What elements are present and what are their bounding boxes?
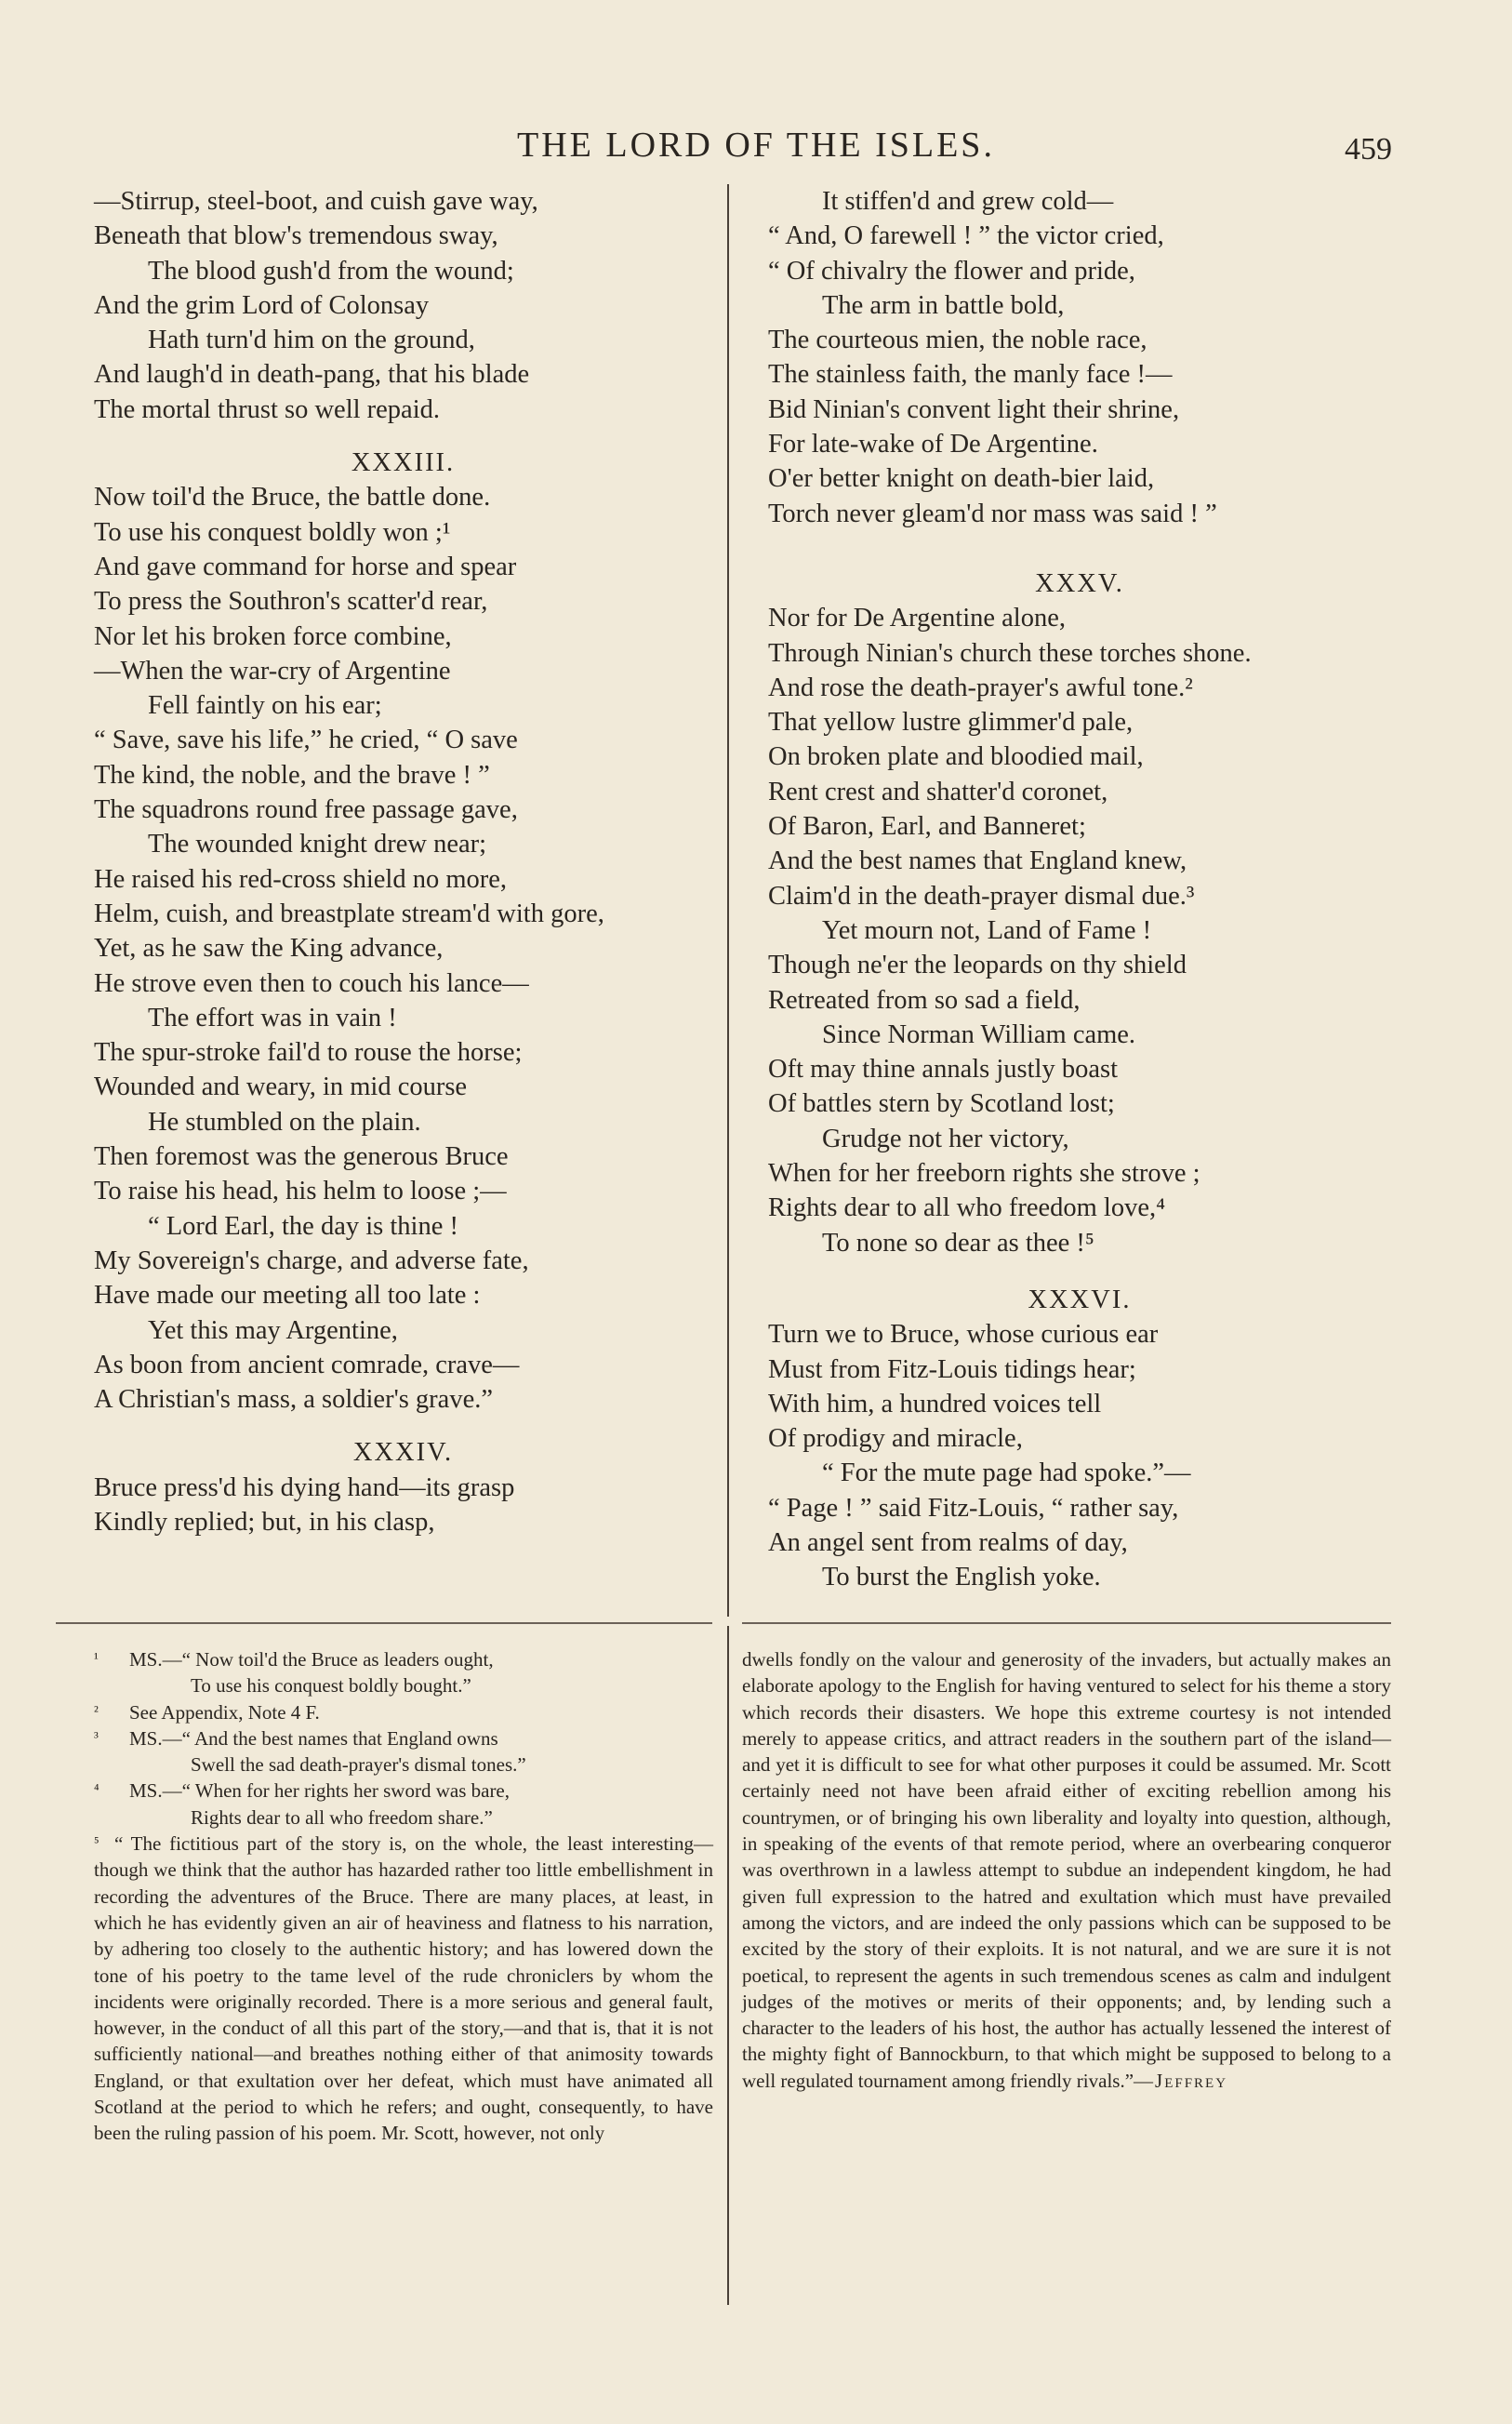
verse-line: The spur-stroke fail'd to rouse the horse; [94, 1038, 523, 1068]
footnote-3 [94, 1725, 713, 1751]
verse-line: Since Norman William came. [822, 1019, 1136, 1049]
verse-line: And rose the death-prayer's awful tone.² [768, 673, 1193, 702]
verse-line: And the grim Lord of Colonsay [94, 290, 430, 320]
verse-line: The effort was in vain ! [148, 1003, 397, 1032]
verse-line: Yet this may Argentine, [148, 1315, 398, 1345]
verse-line: And laugh'd in death-pang, that his blade [94, 360, 530, 390]
verse-line: The squadrons round free passage gave, [94, 795, 518, 825]
verse-line: The kind, the noble, and the brave ! ” [94, 760, 490, 790]
verse-line: Beneath that blow's tremendous sway, [94, 221, 498, 251]
verse-line: The arm in battle bold, [822, 290, 1065, 320]
stanza-heading-33: XXXIII. [351, 448, 456, 478]
verse-line: Yet, as he saw the King advance, [94, 934, 444, 964]
verse-line: Through Ninian's church these torches shone. [768, 638, 1252, 668]
footnote-5-continued [742, 1646, 1391, 2094]
footnotes-left [94, 1646, 713, 2147]
verse-line: The stainless faith, the manly face !— [768, 360, 1173, 390]
footnote-text: dwells fondly on the valour and generosity of the invaders, but actually makes an elaborate apology to the English for having ventured to select for his theme a story which records their disasters. We hope this extreme courtesy is not intended merely to appease critics, and attract readers in the southern part of the island—and yet it is difficult to see for what other purposes it could be assumed. Mr. Scott certainly need not have been afraid either of exciting rebellion among his countrymen, or of bringing his own liberality and loyalty into question, although, in speaking of the events of that remote period, where an overbearing conqueror was overthrown in a lawless attempt to subdue an independent kingdom, he had given full expression to the hatred and exultation which must have prevailed among the victors, and are indeed the only passions which can be supposed to be excited by the story of their exploits. It is not natural, and we are sure it is not poetical, to represent the agents in such tremendous scenes as calm and indulgent judges of the motives or merits of their opponents; and, by lending such a character to the leaders of his host, the author has actually lessened the interest of the mighty fight of Bannockburn, to that which might be supposed to belong to a well regulated tournament among friendly rivals.” [742, 1648, 1391, 2092]
right-column [768, 184, 1391, 1595]
footnote-4-cont: Rights dear to all who freedom share.” [191, 1805, 493, 1829]
footnote-divider-rule [727, 1626, 729, 2305]
footnote-separator-left [56, 1622, 712, 1624]
verse-line: Must from Fitz-Louis tidings hear; [768, 1354, 1136, 1384]
verse-line: The blood gush'd from the wound; [148, 256, 514, 286]
footnote-1-cont: To use his conquest boldly bought.” [191, 1674, 471, 1698]
stanza-33 [94, 480, 712, 1417]
verse-line: Torch never gleam'd nor mass was said ! ” [768, 499, 1217, 528]
verse-line: Have made our meeting all too late : [94, 1281, 481, 1311]
verse-line: “ And, O farewell ! ” the victor cried, [768, 221, 1164, 251]
verse-line: That yellow lustre glimmer'd pale, [768, 708, 1134, 738]
verse-line: The wounded knight drew near; [148, 830, 487, 859]
verse-line: Fell faintly on his ear; [148, 691, 382, 721]
verse-line: To press the Southron's scatter'd rear, [94, 587, 488, 617]
verse-line: Turn we to Bruce, whose curious ear [768, 1320, 1159, 1350]
verse-line: A Christian's mass, a soldier's grave.” [94, 1385, 493, 1415]
verse-line: He raised his red-cross shield no more, [94, 864, 508, 894]
footnote-4 [94, 1778, 713, 1804]
verse-line: Kindly replied; but, in his clasp, [94, 1507, 435, 1537]
stanza-heading-36: XXXVI. [1028, 1285, 1132, 1314]
verse-line: O'er better knight on death-bier laid, [768, 464, 1155, 494]
verse-line: Of Baron, Earl, and Banneret; [768, 812, 1086, 842]
verse-line: Claim'd in the death-prayer dismal due.³ [768, 881, 1195, 911]
verse-line: And the best names that England knew, [768, 846, 1187, 876]
verse-line: To none so dear as thee !⁵ [822, 1228, 1094, 1258]
footnote-5 [94, 1831, 713, 2147]
verse-line: Oft may thine annals justly boast [768, 1055, 1118, 1085]
opening-lines-right [768, 184, 1391, 531]
stanza-heading-34: XXXIV. [352, 1438, 454, 1468]
verse-line: The courteous mien, the noble race, [768, 326, 1147, 355]
stanza-36 [768, 1317, 1391, 1594]
verse-line: To use his conquest boldly won ;¹ [94, 517, 451, 547]
stanza-35 [768, 601, 1391, 1260]
stanza-34 [94, 1471, 712, 1540]
verse-line: Retreated from so sad a field, [768, 985, 1081, 1015]
verse-line: Rent crest and shatter'd coronet, [768, 777, 1108, 806]
page-number: 459 [1345, 132, 1392, 166]
verse-line: “ Save, save his life,” he cried, “ O save [94, 726, 518, 755]
verse-line: Then foremost was the generous Bruce [94, 1142, 509, 1172]
verse-line: Though ne'er the leopards on thy shield [768, 951, 1187, 980]
verse-line: Nor let his broken force combine, [94, 621, 452, 651]
verse-line: Yet mourn not, Land of Fame ! [822, 915, 1152, 945]
verse-line: Of prodigy and miracle, [768, 1424, 1023, 1454]
verse-line: And gave command for horse and spear [94, 552, 517, 581]
footnote-1 [94, 1646, 713, 1672]
footnote-text: MS.—“ Now toil'd the Bruce as leaders ought, [129, 1648, 494, 1671]
verse-line: To raise his head, his helm to loose ;— [94, 1177, 507, 1206]
footnote-2 [94, 1699, 713, 1725]
opening-lines-left [94, 184, 712, 427]
verse-line: When for her freeborn rights she strove ; [768, 1159, 1200, 1189]
verse-line: An angel sent from realms of day, [768, 1527, 1128, 1557]
footnote-3-cont: Swell the sad death-prayer's dismal tones.” [191, 1753, 526, 1777]
footnote-text: MS.—“ And the best names that England owns [129, 1726, 498, 1750]
verse-line: Rights dear to all who freedom love,⁴ [768, 1193, 1166, 1223]
footnotes-right [742, 1646, 1391, 2094]
verse-line: Grudge not her victory, [822, 1124, 1069, 1153]
verse-line: —When the war-cry of Argentine [94, 656, 451, 686]
verse-line: He strove even then to couch his lance— [94, 968, 529, 998]
verse-line: Hath turn'd him on the ground, [148, 326, 475, 355]
footnote-separator-right [742, 1622, 1391, 1624]
footnote-attribution: —Jeffrey [1134, 2069, 1228, 2092]
stanza-heading-35: XXXV. [1035, 568, 1124, 598]
footnote-mark: ⁵ [94, 1835, 99, 1852]
verse-line: “ Page ! ” said Fitz-Louis, “ rather say, [768, 1493, 1179, 1523]
verse-line: Wounded and weary, in mid course [94, 1072, 468, 1102]
verse-line: For late-wake of De Argentine. [768, 430, 1098, 459]
verse-line: “ Of chivalry the flower and pride, [768, 256, 1135, 286]
verse-line: “ For the mute page had spoke.”— [822, 1458, 1191, 1488]
footnote-mark: ⁴ [94, 1782, 99, 1799]
footnote-text: MS.—“ When for her rights her sword was bare, [129, 1779, 511, 1803]
verse-line: My Sovereign's charge, and adverse fate, [94, 1245, 529, 1275]
verse-line: “ Lord Earl, the day is thine ! [148, 1211, 458, 1241]
verse-line: He stumbled on the plain. [148, 1107, 421, 1137]
footnote-text: “ The fictitious part of the story is, on the whole, the least interesting—though we think that the author has hazarded rather too little embellishment in recording the adventures of the Bruce. There are many places, at least, in which he has evidently given an air of heaviness and flatness to his narration, by adhering too closely to the authentic history; and has lowered down the tone of his poetry to the tame level of the rude chroniclers by whom the incidents were originally recorded. There is a more serious and general fault, however, in the conduct of all this part of the story,—and that is, that it is not sufficiently national—and breathes nothing either of that animosity towards England, or that exultation over her defeat, which must have animated all Scotland at the period to which he refers; and ought, consequently, to have been the ruling passion of his poem. Mr. Scott, however, not only [94, 1832, 713, 2145]
left-column [94, 184, 712, 1539]
verse-line: To burst the English yoke. [822, 1563, 1101, 1592]
verse-line: It stiffen'd and grew cold— [822, 187, 1114, 216]
footnote-mark: ¹ [94, 1651, 99, 1667]
verse-line: Bruce press'd his dying hand—its grasp [94, 1472, 515, 1502]
page-header-title: THE LORD OF THE ISLES. [517, 126, 995, 165]
column-divider-rule [727, 184, 729, 1617]
verse-line: The mortal thrust so well repaid. [94, 394, 440, 424]
verse-line: As boon from ancient comrade, crave— [94, 1350, 520, 1379]
verse-line: Of battles stern by Scotland lost; [768, 1089, 1115, 1119]
verse-line: With him, a hundred voices tell [768, 1389, 1102, 1418]
verse-line: Nor for De Argentine alone, [768, 604, 1066, 633]
footnote-text: See Appendix, Note 4 F. [129, 1700, 320, 1724]
verse-line: —Stirrup, steel-boot, and cuish gave way, [94, 187, 538, 216]
verse-line: Helm, cuish, and breastplate stream'd with gore, [94, 899, 604, 928]
verse-line: Now toil'd the Bruce, the battle done. [94, 483, 491, 513]
verse-line: Bid Ninian's convent light their shrine, [768, 394, 1180, 424]
footnote-mark: ³ [94, 1729, 99, 1746]
footnote-mark: ² [94, 1703, 99, 1720]
verse-line: On broken plate and bloodied mail, [768, 742, 1144, 772]
